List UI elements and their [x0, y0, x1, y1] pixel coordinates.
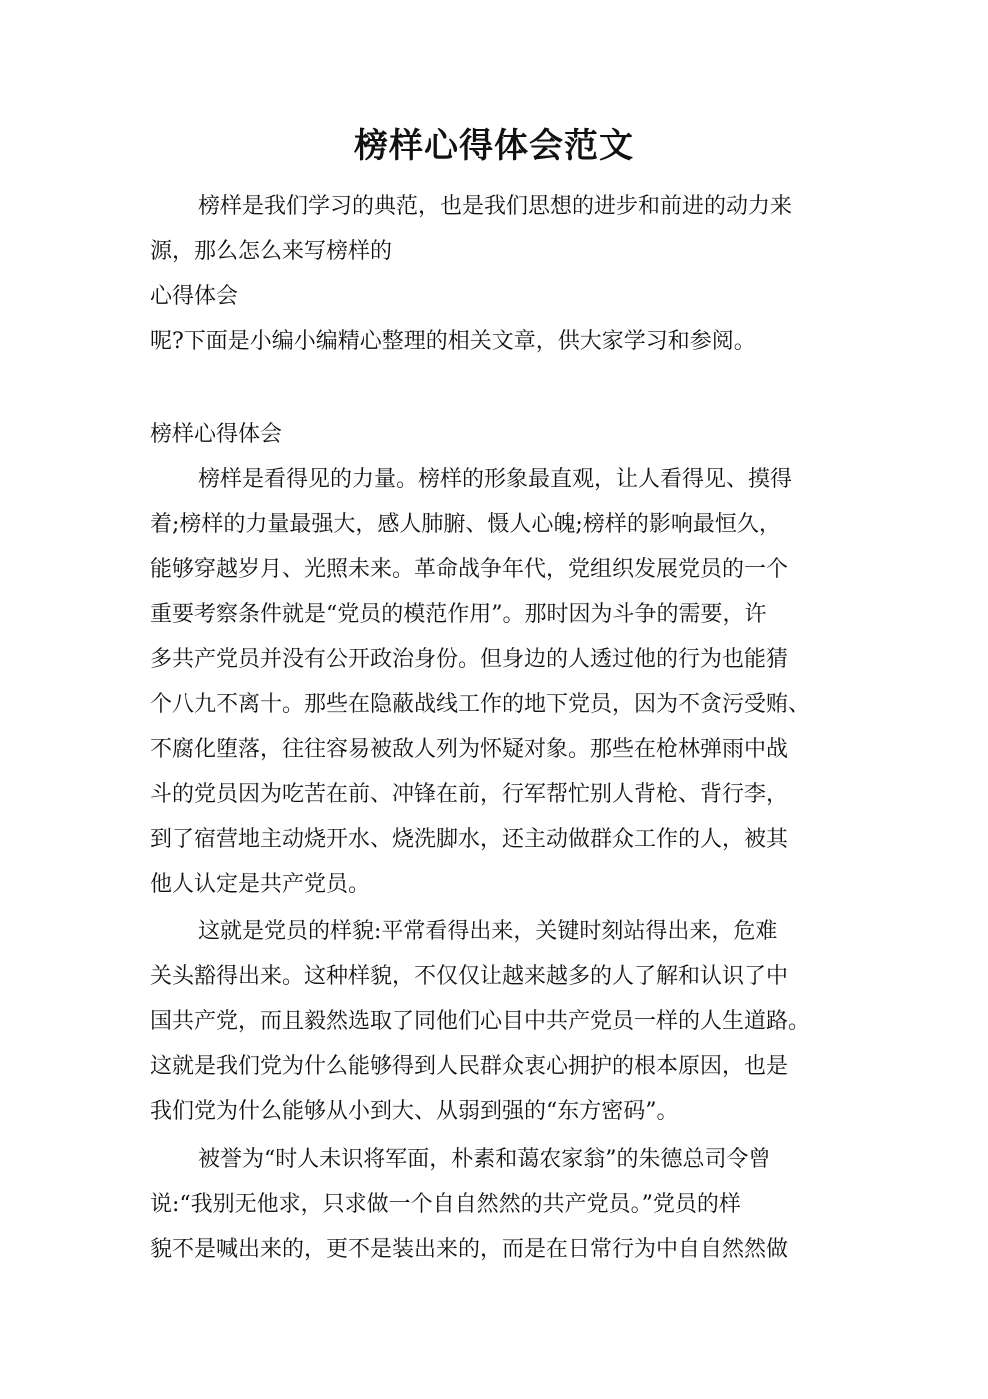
paragraph2-line-1: 这就是党员的样貌:平常看得出来，关键时刻站得出来，危难 — [198, 919, 778, 944]
paragraph1-line-5: 多共产党员并没有公开政治身份。但身边的人透过他的行为也能猜 — [150, 647, 789, 672]
paragraph1-line-4: 重要考察条件就是“党员的模范作用”。那时因为斗争的需要，许 — [150, 602, 767, 627]
paragraph3-line-2: 说:“我别无他求，只求做一个自自然然的共产党员。”党员的样 — [150, 1192, 741, 1217]
intro-line-2: 源，那么怎么来写榜样的 — [150, 239, 393, 264]
paragraph2-line-2: 关头豁得出来。这种样貌，不仅仅让越来越多的人了解和认识了中 — [150, 964, 789, 989]
paragraph2-line-3: 国共产党，而且毅然选取了同他们心目中共产党员一样的人生道路。 — [150, 1009, 811, 1034]
paragraph1-line-1: 榜样是看得见的力量。榜样的形象最直观，让人看得见、摸得 — [198, 467, 793, 492]
paragraph3-line-1: 被誉为“时人未识将军面，朴素和蔼农家翁”的朱德总司令曾 — [198, 1147, 771, 1172]
document-title: 榜样心得体会范文 — [354, 126, 634, 166]
paragraph1-line-7: 不腐化堕落，往往容易被敌人列为怀疑对象。那些在枪林弹雨中战 — [150, 737, 789, 762]
paragraph3-line-3: 貌不是喊出来的，更不是装出来的，而是在日常行为中自自然然做 — [150, 1237, 789, 1262]
paragraph2-line-4: 这就是我们党为什么能够得到人民群众衷心拥护的根本原因，也是 — [150, 1054, 789, 1079]
paragraph1-line-3: 能够穿越岁月、光照未来。革命战争年代，党组织发展党员的一个 — [150, 557, 789, 582]
intro-line-3: 心得体会 — [150, 284, 239, 309]
intro-line-4: 呢?下面是小编小编精心整理的相关文章，供大家学习和参阅。 — [150, 329, 756, 354]
paragraph1-line-6: 个八九不离十。那些在隐蔽战线工作的地下党员，因为不贪污受贿、 — [150, 692, 811, 717]
paragraph1-line-2: 着;榜样的力量最强大，感人肺腑、慑人心魄;榜样的影响最恒久， — [150, 512, 781, 537]
paragraph1-line-8: 斗的党员因为吃苦在前、冲锋在前，行军帮忙别人背枪、背行李， — [150, 782, 789, 807]
paragraph1-line-10: 他人认定是共产党员。 — [150, 872, 371, 897]
paragraph2-line-5: 我们党为什么能够从小到大、从弱到强的“东方密码”。 — [150, 1099, 679, 1124]
section-heading: 榜样心得体会 — [150, 422, 283, 447]
paragraph1-line-9: 到了宿营地主动烧开水、烧洗脚水，还主动做群众工作的人，被其 — [150, 827, 789, 852]
intro-line-1: 榜样是我们学习的典范，也是我们思想的进步和前进的动力来 — [198, 194, 793, 219]
